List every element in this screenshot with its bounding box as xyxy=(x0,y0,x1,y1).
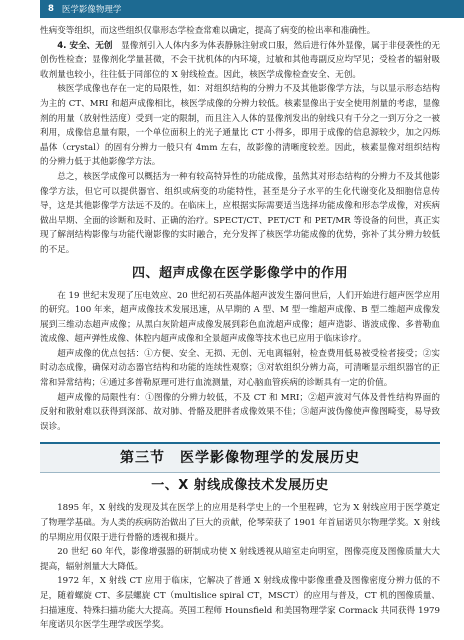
paragraph: 超声成像的局限性有：①图像的分辨力较低，不及 CT 和 MRI；②超声波对气体及骨性结构界面的反射和散射难以获得到深部、故对肺、骨骼及肥胖者成像效果不佳；③超声波伪像使声像图畸变，易导致误诊。 xyxy=(40,392,440,432)
running-header xyxy=(40,0,464,18)
chapter-title: 第三节 医学影像物理学的发展历史 xyxy=(120,450,360,467)
section-heading-xray: 一、X 射线成像技术发展历史 xyxy=(151,478,329,494)
item-4-paragraph xyxy=(40,39,440,83)
running-title: 医学影像物理学 xyxy=(61,5,122,15)
paragraph: 性病变等组织，而这些组织仅靠形态学检查常难以确定，提高了病变的检出率和准确性。 xyxy=(40,26,376,36)
page-number: 8 xyxy=(48,4,54,14)
item-4-lead: 4. 安全、无创 xyxy=(57,40,113,51)
paragraph: 1972 年，X 射线 CT 应用于临床，它解决了普通 X 射线成像中影像重叠及图像密度分辨力低的不足，随着螺旋 CT、多层螺旋 CT（multislice spiral CT，MSCT）的应用与普及，CT 机的图像质量、扫描速度、特殊扫描功能大大提高。英国工程师 Hounsfield 和美国物理学家 Cormack 共同获得 1979 年度诺贝尔医学生理学或医学奖。 xyxy=(40,576,440,631)
item-4-text: 显像剂引入人体内多为体表静脉注射或口服，然后进行体外显像，属于非侵袭性的无创伤性检查；显像剂化学量甚微，不会干扰机体的内环境，过敏和其他毒副反应均罕见；受检者的辐射吸收剂量也较小，往往低于同部位的 X 射线检查。因此，核医学成像检查安全、无创。 xyxy=(40,40,440,80)
paragraph: 核医学成像也存在一定的局限性，如：对组织结构的分辨力不及其他影像学方法，与以显示形态结构为主的 CT、MRI 和超声成像相比，核医学成像的分辨力较低。核素显像出于安全使用剂量的考虑，显像剂的用量（放射性活度）受到一定的限制，而且注入人体的显像剂发出的射线只有千分之一到万分之一被利用，成像信息量有限，一个单位面积上的光子通量比 CT 小得多，即用于成像的信息源较少，加之闪烁晶体（crystal）的固有分辨力一般只有 4mm 左右，故影像的清晰度较差。因此，核素显像对组织结构的分辨力低于其他影像学方法。 xyxy=(40,84,440,168)
paragraph: 20 世纪 60 年代，影像增强器的研制成功使 X 射线透视从暗室走向明室，图像亮度及图像质量大大提高，辐射剂量大大降低。 xyxy=(40,547,440,572)
paragraph: 总之，核医学成像可以概括为一种有较高特异性的功能成像，虽然其对形态结构的分辨力不及其他影像学方法，但它可以提供器官、组织或病变的功能特性，甚至是分子水平的生化代谢变化及细胞信息传导，这是其他影像学方法远不及的。在临床上，应根据实际需要适当选择功能成像和形态学成像，对疾病做出早期、全面的诊断和及时、正确的治疗。SPECT/CT、PET/CT 和 PET/MR 等设备的问世，真正实现了解剖结构影像与功能代谢影像的实时融合，充分发挥了核医学功能成像的优势，弥补了其分辨力较低的不足。 xyxy=(40,171,440,255)
paragraph: 1895 年，X 射线的发现及其在医学上的应用是科学史上的一个里程碑，它为 X 射线应用于医学奠定了物理学基础。为人类的疾病防治做出了巨大的贡献，伦琴荣获了 1901 年首届诺贝尔物理学奖。X 射线的早期应用仅限于进行骨骼的透视和摄片。 xyxy=(40,503,440,543)
chapter-heading-bar xyxy=(40,442,440,473)
section-heading-ultrasound: 四、超声成像在医学影像学中的作用 xyxy=(131,265,348,281)
paragraph: 在 19 世纪末发现了压电效应、20 世纪初石英晶体超声波发生器问世后，人们开始进行超声医学应用的研究。100 年来，超声成像技术发展迅速，从早期的 A 型、M 型一维超声成像、B 型二维超声成像发展到三维动态超声成像；从黑白灰阶超声成像发展到彩色血流超声成像；超声造影、谐波成像、多普勒血流成像、超声弹性成像、体腔内超声成像和全景超声成像等技术也已应用于临床诊疗。 xyxy=(40,290,440,345)
page-body xyxy=(40,24,440,633)
paragraph: 超声成像的优点包括：①方便、安全、无损、无创、无电离辐射，检查费用低易被受检者接受；②实时动态成像，确保对动态器官结构和功能的连续性观察；③对软组织分辨力高，可清晰显示组织器官的正常和异常结构；④通过多普勒原理可进行血流测量，对心脑血管疾病的诊断具有一定的价值。 xyxy=(40,348,440,389)
